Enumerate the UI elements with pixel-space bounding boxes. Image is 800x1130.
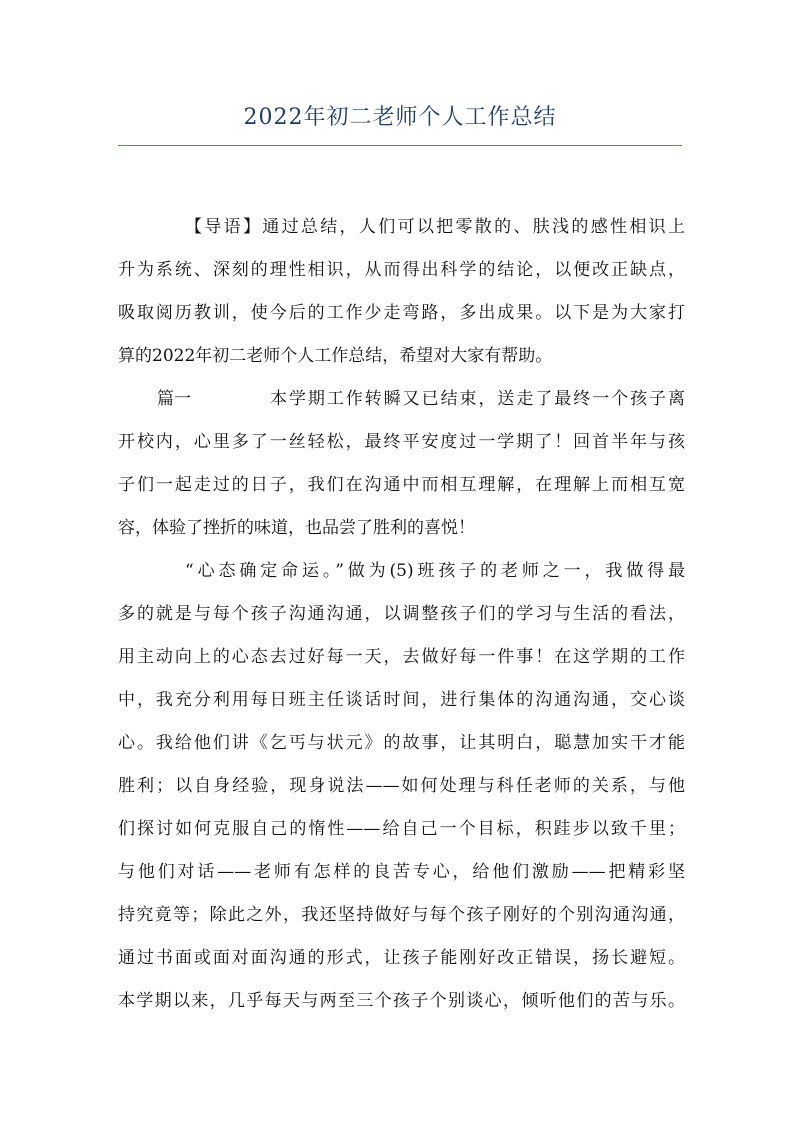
section2-line: 多的就是与每个孩子沟通沟通，以调整孩子们的学习与生活的看法， <box>118 604 685 624</box>
section-label: 篇一 <box>157 389 191 409</box>
section2-line: 与他们对话——老师有怎样的良苦专心，给他们激励——把精彩坚 <box>118 862 685 882</box>
document-title: 2022年初二老师个人工作总结 <box>243 105 557 130</box>
section2-line: 本学期以来，几乎每天与两至三个孩子个别谈心，倾听他们的苦与乐。 <box>118 991 685 1011</box>
intro-line: 【导语】通过总结，人们可以把零散的、肤浅的感性相识上 <box>185 217 685 237</box>
title-underline <box>118 145 682 146</box>
section2-line: 用主动向上的心态去过好每一天，去做好每一件事！在这学期的工作 <box>118 647 685 667</box>
intro-line: 算的2022年初二老师个人工作总结，希望对大家有帮助。 <box>118 346 553 366</box>
section2-line: 心。我给他们讲《乞丐与状元》的故事，让其明白，聪慧加实干才能 <box>118 733 685 753</box>
section2-line: “心态确定命运。”做为(5)班孩子的老师之一，我做得最 <box>185 561 685 581</box>
section1-line: 本学期工作转瞬又已结束，送走了最终一个孩子离 <box>270 389 685 409</box>
intro-line: 升为系统、深刻的理性相识，从而得出科学的结论，以便改正缺点， <box>118 260 685 280</box>
section2-line: 胜利；以自身经验，现身说法——如何处理与科任老师的关系，与他 <box>118 776 685 796</box>
section2-line: 们探讨如何克服自己的惰性——给自己一个目标，积跬步以致千里； <box>118 819 685 839</box>
section1-line: 子们一起走过的日子，我们在沟通中而相互理解，在理解上而相互宽 <box>118 475 685 495</box>
section1-line: 开校内，心里多了一丝轻松，最终平安度过一学期了！回首半年与孩 <box>118 432 685 452</box>
intro-line: 吸取阅历教训，使今后的工作少走弯路，多出成果。以下是为大家打 <box>118 303 685 323</box>
section2-line: 通过书面或面对面沟通的形式，让孩子能刚好改正错误，扬长避短。 <box>118 948 685 968</box>
section1-line: 容，体验了挫折的味道，也品尝了胜利的喜悦！ <box>118 518 475 538</box>
section2-line: 持究竟等；除此之外，我还坚持做好与每个孩子刚好的个别沟通沟通， <box>118 905 685 925</box>
section2-line: 中，我充分利用每日班主任谈话时间，进行集体的沟通沟通，交心谈 <box>118 690 685 710</box>
